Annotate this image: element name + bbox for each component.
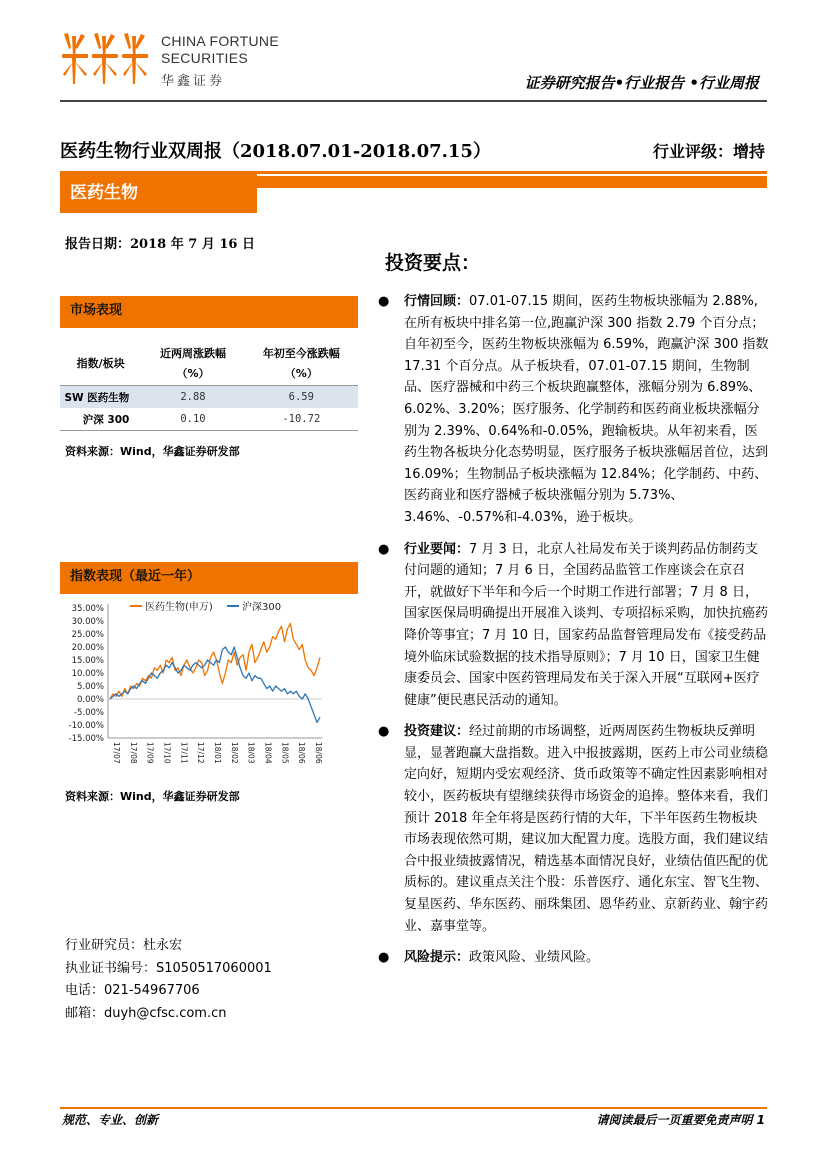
row-name: SW 医药生物 xyxy=(60,386,141,409)
brand-name-en xyxy=(161,33,279,67)
x-tick-label: 18/06 xyxy=(297,742,307,764)
x-tick-label: 18/01 xyxy=(213,742,222,764)
col-ytd: 年初至今涨跌幅（%） xyxy=(245,343,358,386)
bullet-icon: ● xyxy=(378,950,390,966)
y-tick-label: 0.00% xyxy=(76,695,104,705)
index-performance-chart xyxy=(60,596,358,778)
legend-label: 医药生物(申万) xyxy=(145,602,213,613)
license-number: 执业证书编号：S1050517060001 xyxy=(65,960,272,976)
table-row xyxy=(60,386,358,409)
point-text: 07.01-07.15 期间，医药生物板块涨幅为 2.88%,在所有板块中排名第一位,跑赢沪深 300 指数 2.79 个百分点；自年初至今，医药生物板块涨幅为 6.59%，跑赢沪深 300 指数 17.31 个百分点。从子板块看，07.01-07.15 期间，生物制品、医疗器械和中药三个板块跑赢整体，涨幅分别为 6.89%、6.02%、3.20%；医疗服务、化学制药和医药商业板块涨幅分别为 2.39%、0.64%和-0.05%，跑输板块。从年初来看，医药生物各板块分化态势明显，医疗服务子板块涨幅居首位，达到 16.09%；生物制品子板块涨幅为 12.84%；化学制药、中药、医药商业和医疗器械子板块涨幅分别为 5.73%、3.46%、-0.57%和-4.03%，逊于板块。 xyxy=(404,294,769,525)
x-tick-label: 17/08 xyxy=(128,742,138,764)
list-item xyxy=(378,947,770,969)
chart-source: 资料来源：Wind，华鑫证券研发部 xyxy=(65,790,240,803)
legend-label: 沪深300 xyxy=(242,602,282,613)
brand-name-cn: 华鑫证券 xyxy=(161,74,226,89)
y-tick-label: -5.00% xyxy=(73,708,104,718)
market-source: 资料来源：Wind，华鑫证券研发部 xyxy=(65,445,240,458)
key-points-list xyxy=(378,291,770,979)
researcher-info xyxy=(65,935,272,1025)
report-date xyxy=(65,233,255,252)
x-tick-label: 18/06 xyxy=(314,742,323,764)
market-table-header xyxy=(60,343,358,386)
row-ytd: -10.72 xyxy=(245,408,358,431)
row-two-week: 2.88 xyxy=(141,386,244,409)
key-points-title: 投资要点： xyxy=(385,252,481,274)
point-text: 政策风险、业绩风险。 xyxy=(469,950,600,966)
chart-section-heading: 指数表现（最近一年） xyxy=(60,562,358,592)
report-breadcrumb: 证券研究报告•行业报告 •行业周报 xyxy=(524,74,759,92)
x-tick-label: 17/10 xyxy=(162,742,172,764)
footer-rule xyxy=(60,1107,767,1109)
row-ytd: 6.59 xyxy=(245,386,358,409)
chart-section-rule xyxy=(60,592,358,594)
series-line xyxy=(110,647,320,722)
header-divider xyxy=(60,100,767,102)
brand-name-en-line2: SECURITIES xyxy=(161,50,249,66)
analyst-name: 行业研究员：杜永宏 xyxy=(65,938,183,953)
point-label: 行情回顾： xyxy=(404,294,470,309)
title-prefix: 医药生物行业双周报（ xyxy=(60,141,240,162)
list-item xyxy=(378,291,770,529)
col-two-week: 近两周涨跌幅（%） xyxy=(141,343,244,386)
x-tick-label: 18/02 xyxy=(229,742,239,764)
x-tick-label: 18/03 xyxy=(246,742,256,764)
company-logo xyxy=(60,32,152,86)
x-tick-label: 17/12 xyxy=(196,742,206,764)
footer-disclaimer: 请阅读最后一页重要免责声明 1 xyxy=(596,1113,765,1127)
page-title xyxy=(60,137,491,163)
y-tick-label: -10.00% xyxy=(68,721,104,731)
report-date-value: 2018 年 7 月 16 日 xyxy=(130,237,255,252)
point-label: 行业要闻： xyxy=(404,541,470,557)
y-tick-label: 5.00% xyxy=(76,682,104,692)
brand-name-en-line1: CHINA FORTUNE xyxy=(161,33,279,49)
title-suffix: ） xyxy=(472,141,491,162)
list-item xyxy=(378,721,770,937)
sector-label: 医药生物 xyxy=(60,173,257,213)
bullet-icon: ● xyxy=(378,541,390,557)
row-name: 沪深 300 xyxy=(60,408,141,431)
report-date-label: 报告日期： xyxy=(65,237,131,252)
bullet-icon: ● xyxy=(378,294,390,309)
market-section-heading: 市场表现 xyxy=(60,296,358,326)
point-label: 投资建议： xyxy=(404,724,470,740)
y-tick-label: 10.00% xyxy=(71,669,104,679)
sector-stripe xyxy=(257,176,767,188)
y-tick-label: 20.00% xyxy=(71,643,104,653)
list-item xyxy=(378,539,770,712)
y-tick-label: 30.00% xyxy=(71,617,104,627)
point-text: 经过前期的市场调整，近两周医药生物板块反弹明显，显著跑赢大盘指数。进入中报披露期，医药上市公司业绩稳定向好，短期内受宏观经济、货币政策等不确定性因素影响相对较小，医药板块有望继续获得市场资金的追捧。整体来看，我们预计 2018 年全年将是医药行情的大年，下半年医药生物板块市场表现依然可期，建议加大配置力度。选股方面，我们建议结合中报业绩披露情况，精选基本面情况良好，业绩估值匹配的优质标的。建议重点关注个股：乐普医疗、通化东宝、智飞生物、复星医药、华东医药、丽珠集团、恩华药业、京新药业、翰宇药业、嘉事堂等。 xyxy=(404,724,769,934)
email-address: 邮箱：duyh@cfsc.com.cn xyxy=(65,1005,227,1021)
table-row xyxy=(60,408,358,431)
x-tick-label: 18/04 xyxy=(263,742,273,764)
bullet-icon: ● xyxy=(378,724,390,740)
x-tick-label: 17/09 xyxy=(145,742,155,764)
point-label: 风险提示： xyxy=(404,950,470,966)
y-tick-label: 35.00% xyxy=(71,604,104,614)
y-tick-label: -15.00% xyxy=(68,734,104,744)
x-tick-label: 18/05 xyxy=(280,742,290,764)
market-section-rule xyxy=(60,326,358,328)
title-dates: 2018.07.01-2018.07.15 xyxy=(240,141,473,162)
col-index: 指数/板块 xyxy=(60,343,141,386)
market-table xyxy=(60,343,358,431)
phone-number: 电话：021-54967706 xyxy=(65,983,200,998)
y-tick-label: 25.00% xyxy=(71,630,104,640)
x-tick-label: 17/11 xyxy=(179,742,189,764)
point-text: 7 月 3 日，北京人社局发布关于谈判药品仿制药支付问题的通知；7 月 6 日，全国药品监管工作座谈会在京召开，就做好下半年和今后一个时期工作进行部署；7 月 8 日，国家医保局明确提出开展准入谈判、专项招标采购，加快抗癌药降价等事宜；7 月 10 日，国家药品监督管理局发布《接受药品境外临床试验数据的技术指导原则》；7 月 10 日，国家卫生健康委员会、国家中医药管理局发布关于深入开展“互联网+医疗健康”便民惠民活动的通知。 xyxy=(404,541,769,708)
y-tick-label: 15.00% xyxy=(71,656,104,666)
x-tick-label: 17/07 xyxy=(112,742,121,764)
industry-rating: 行业评级：增持 xyxy=(652,142,765,161)
footer-slogan: 规范、专业、创新 xyxy=(62,1113,159,1127)
row-two-week: 0.10 xyxy=(141,408,244,431)
